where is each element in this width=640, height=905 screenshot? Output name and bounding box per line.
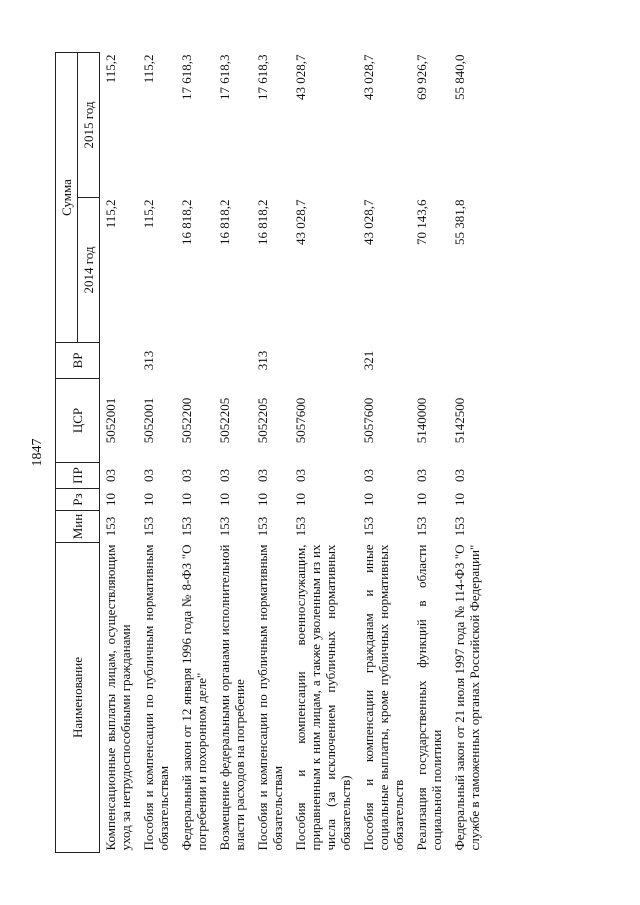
row-sum-2015: 43 028,7 <box>293 54 308 100</box>
row-min: 153 <box>179 516 194 537</box>
table-row <box>176 53 214 853</box>
table-row <box>449 53 487 853</box>
row-name: Пособия и компенсации гражданам и иные социальные выплаты, кроме публичных нормативных обязательств <box>361 544 406 851</box>
row-min: 153 <box>255 516 270 537</box>
row-rz: 10 <box>361 493 376 506</box>
row-rz: 10 <box>179 493 194 506</box>
row-pr: 03 <box>452 469 467 482</box>
table-row <box>290 53 358 853</box>
row-vr <box>411 343 449 379</box>
row-vr <box>449 343 487 379</box>
row-sum-2015: 55 840,0 <box>452 54 467 100</box>
header-rz: Рз <box>56 489 100 511</box>
row-csr: 5052200 <box>179 397 194 444</box>
row-min: 153 <box>414 516 429 537</box>
row-vr: 313 <box>255 350 270 371</box>
table-row <box>214 53 252 853</box>
table-row <box>252 53 290 853</box>
row-vr <box>290 343 358 379</box>
row-sum-2015: 17 618,3 <box>179 54 194 100</box>
table-row <box>358 53 411 853</box>
row-csr: 5057600 <box>293 397 308 444</box>
row-name: Компенсационные выплаты лицам, осуществляющим уход за нетрудоспособными гражданами <box>103 544 133 851</box>
row-rz: 10 <box>141 493 156 506</box>
row-vr <box>176 343 214 379</box>
row-rz: 10 <box>255 493 270 506</box>
header-2014: 2014 год <box>78 198 100 343</box>
row-sum-2014: 16 818,2 <box>255 199 270 245</box>
row-pr: 03 <box>141 469 156 482</box>
row-rz: 10 <box>293 493 308 506</box>
header-min: Мин <box>56 511 100 543</box>
row-vr <box>214 343 252 379</box>
row-pr: 03 <box>179 469 194 482</box>
row-min: 153 <box>141 516 156 537</box>
row-min: 153 <box>293 516 308 537</box>
table-row <box>411 53 449 853</box>
header-csr: ЦСР <box>56 379 100 463</box>
row-pr: 03 <box>361 469 376 482</box>
row-sum-2014: 16 818,2 <box>217 199 232 245</box>
row-vr: 321 <box>361 350 376 371</box>
row-min: 153 <box>103 516 118 537</box>
budget-table <box>55 52 487 853</box>
row-sum-2014: 55 381,8 <box>452 199 467 245</box>
row-csr: 5052001 <box>141 397 156 444</box>
header-2015: 2015 год <box>78 53 100 198</box>
row-sum-2015: 17 618,3 <box>217 54 232 100</box>
row-pr: 03 <box>103 469 118 482</box>
row-min: 153 <box>361 516 376 537</box>
page-number: 1847 <box>30 438 45 467</box>
row-sum-2014: 115,2 <box>103 199 118 229</box>
row-vr: 313 <box>141 350 156 371</box>
row-name: Возмещение федеральными органами исполнительной власти расходов на погребение <box>217 544 247 851</box>
row-pr: 03 <box>217 469 232 482</box>
row-sum-2015: 115,2 <box>141 54 156 84</box>
row-min: 153 <box>452 516 467 537</box>
row-name: Федеральный закон от 12 января 1996 года № 8-ФЗ "О погребении и похоронном деле" <box>179 544 209 851</box>
row-min: 153 <box>217 516 232 537</box>
row-sum-2014: 70 143,6 <box>414 199 429 245</box>
row-sum-2015: 17 618,3 <box>255 54 270 100</box>
row-rz: 10 <box>217 493 232 506</box>
header-vr: ВР <box>56 343 100 379</box>
table-body <box>100 53 488 853</box>
row-rz: 10 <box>103 493 118 506</box>
row-name: Пособия и компенсации по публичным нормативным обязательствам <box>141 544 171 851</box>
row-name: Реализация государственных функций в области социальной политики <box>414 544 444 851</box>
row-csr: 5140000 <box>414 397 429 444</box>
row-name: Федеральный закон от 21 июля 1997 года № 114-ФЗ "О службе в таможенных органах Российской Федерации" <box>452 544 482 851</box>
row-pr: 03 <box>293 469 308 482</box>
row-sum-2015: 43 028,7 <box>361 54 376 100</box>
table-row <box>100 53 139 853</box>
row-rz: 10 <box>452 493 467 506</box>
row-pr: 03 <box>414 469 429 482</box>
row-name: Пособия и компенсации военнослужащим, приравненным к ним лицам, а также уволенным из их числа (за исключением публичных нормативных обязательств) <box>293 544 353 851</box>
header-name: Наименование <box>56 543 100 853</box>
row-csr: 5057600 <box>361 397 376 444</box>
row-name: Пособия и компенсации по публичным нормативным обязательствам <box>255 544 285 851</box>
table-row <box>138 53 176 853</box>
row-vr <box>100 343 139 379</box>
row-sum-2015: 115,2 <box>103 54 118 84</box>
row-sum-2014: 16 818,2 <box>179 199 194 245</box>
header-pr: ПР <box>56 463 100 489</box>
row-csr: 5052205 <box>217 397 232 444</box>
row-sum-2014: 43 028,7 <box>293 199 308 245</box>
row-rz: 10 <box>414 493 429 506</box>
row-sum-2014: 115,2 <box>141 199 156 229</box>
row-csr: 5142500 <box>452 397 467 444</box>
row-sum-2014: 43 028,7 <box>361 199 376 245</box>
row-pr: 03 <box>255 469 270 482</box>
row-csr: 5052205 <box>255 397 270 444</box>
row-sum-2015: 69 926,7 <box>414 54 429 100</box>
row-csr: 5052001 <box>103 397 118 444</box>
header-sum: Сумма <box>56 53 78 343</box>
